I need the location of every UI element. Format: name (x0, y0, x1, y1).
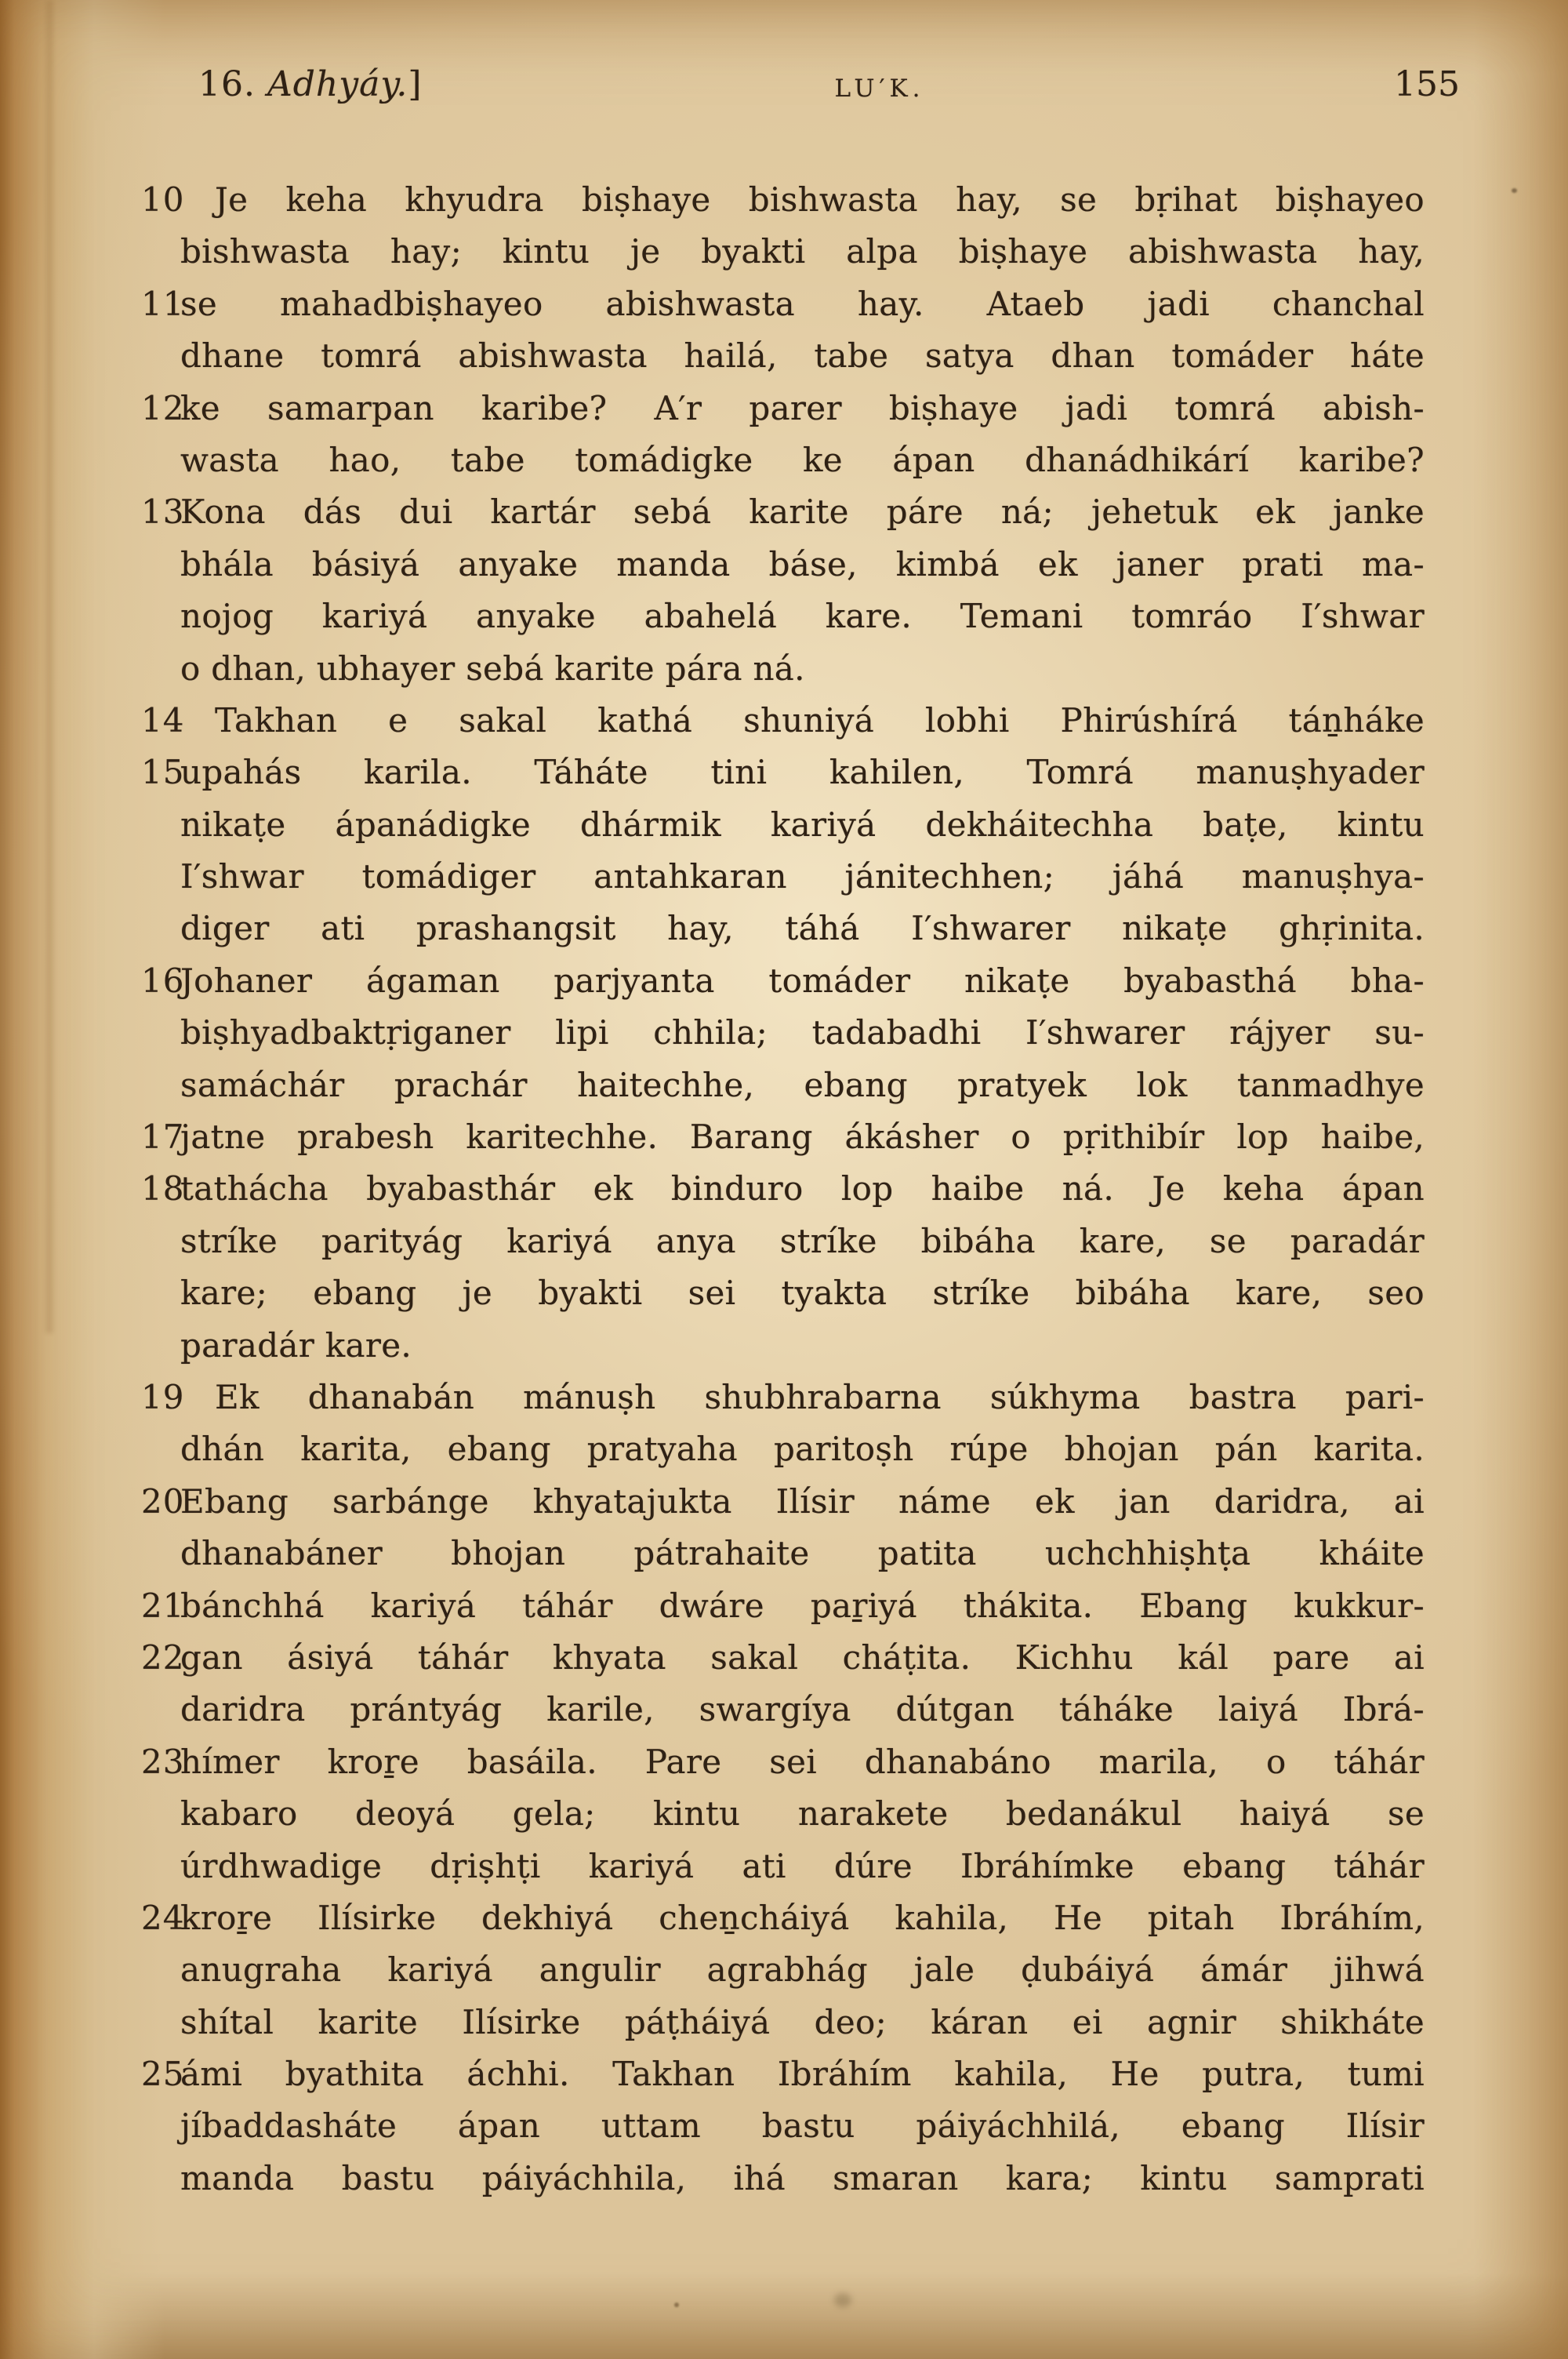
verse-line (141, 1841, 1425, 1892)
chapter-title: Adhyáy. (267, 64, 408, 104)
page-number: 155 (1394, 64, 1460, 104)
verse-line (141, 1892, 1425, 1944)
verse-line (141, 1111, 1425, 1163)
verse-line (141, 1736, 1425, 1788)
verse-line (141, 486, 1425, 538)
verse-number (141, 643, 180, 695)
verse-number: 17 (141, 1118, 185, 1157)
verse-number: 14 (141, 700, 185, 740)
verse-text: Johaner ágaman parjyanta tomáder nikaṭe byabasthá bha- (180, 961, 1425, 1000)
verse-number (141, 1944, 180, 1996)
verse-number (141, 1423, 180, 1475)
verse-number: 19 (141, 1377, 185, 1416)
verse-text: bishwasta hay; kintu je byakti alpa biṣhaye abishwasta hay, (180, 232, 1425, 271)
page-header (0, 64, 1568, 111)
verse-line (141, 903, 1425, 954)
verse-text: dhanabáner bhojan pátrahaite patita uchchhiṣhṭa kháite (180, 1534, 1425, 1573)
paper-crease (44, 0, 55, 1333)
verse-text: anugraha kariyá angulir agrabhág jale ḍubáiyá ámár jihwá (180, 1950, 1425, 1990)
verse-text: biṣhyadbaktṛiganer lipi chhila; tadabadhi I′shwarer rájyer su- (180, 1013, 1425, 1052)
verse-number (141, 1267, 180, 1319)
verse-number (141, 1007, 180, 1059)
verse-line (141, 955, 1425, 1007)
verse-line (141, 1423, 1425, 1475)
verse-line (141, 747, 1425, 798)
verse-number (141, 330, 180, 382)
verse-text: nojog kariyá anyake abahelá kare. Temani tomráo I′shwar (180, 597, 1425, 636)
verse-line (141, 1632, 1425, 1684)
paper-speck (834, 2293, 851, 2307)
verse-text: se mahadbiṣhayeo abishwasta hay. Ataeb jadi chanchal (180, 284, 1425, 323)
verse-text: ámi byathita áchhi. Takhan Ibráhím kahila, He putra, tumi (180, 2055, 1425, 2094)
verse-text: I′shwar tomádiger antahkaran jánitechhen; jáhá manuṣhya- (180, 857, 1425, 896)
verse-line (141, 2153, 1425, 2205)
verse-line (141, 851, 1425, 903)
verse-line (141, 695, 1425, 747)
verse-number (141, 903, 180, 954)
verse-number: 25 (141, 2055, 185, 2094)
verse-text: o dhan, ubhayer sebá karite pára ná. (180, 649, 805, 688)
verse-line (141, 643, 1425, 695)
verse-text: kare; ebang je byakti sei tyakta stríke bibáha kare, seo (180, 1274, 1425, 1313)
verse-text: dhane tomrá abishwasta hailá, tabe satya dhan tomáder háte (180, 336, 1425, 376)
verse-number (141, 1997, 180, 2048)
verse-number: 11 (141, 284, 185, 323)
verse-number (141, 2100, 180, 2152)
verse-line (141, 591, 1425, 642)
verse-number (141, 1528, 180, 1579)
verse-line (141, 1788, 1425, 1840)
verse-text: kabaro deoyá gela; kintu narakete bedanákul haiyá se (180, 1794, 1425, 1834)
verse-line (141, 1320, 1425, 1372)
verse-number (141, 1060, 180, 1111)
verse-text: kroṟe Ilísirke dekhiyá cheṉcháiyá kahila, He pitah Ibráhím, (180, 1898, 1425, 1937)
verse-text: samáchár prachár haitechhe, ebang pratyek lok tanmadhye (180, 1065, 1425, 1104)
verse-text: Ek dhanabán mánuṣh shubhrabarna súkhyma bastra pari- (215, 1377, 1425, 1416)
verse-number (141, 434, 180, 486)
verse-number (141, 1216, 180, 1267)
verse-line (141, 1997, 1425, 2048)
verse-number (141, 539, 180, 591)
verse-line (141, 799, 1425, 851)
verse-text: daridra prántyág karile, swargíya dútgan táháke laiyá Ibrá- (180, 1690, 1425, 1729)
verse-number: 22 (141, 1637, 185, 1677)
verse-line (141, 1476, 1425, 1528)
verse-text: Je keha khyudra biṣhaye bishwasta hay, se bṛihat biṣhayeo (215, 180, 1425, 219)
verse-line (141, 226, 1425, 278)
verse-text: diger ati prashangsit hay, táhá I′shwarer nikaṭe ghṛinita. (180, 909, 1425, 948)
verse-number: 18 (141, 1169, 185, 1209)
verse-number: 24 (141, 1898, 185, 1937)
verse-number: 16 (141, 961, 185, 1000)
verse-number: 15 (141, 753, 185, 792)
verse-number: 10 (141, 180, 185, 219)
verse-text: stríke parityág kariyá anya stríke bibáha kare, se paradár (180, 1221, 1425, 1260)
verse-text: jíbaddasháte ápan uttam bastu páiyáchhilá, ebang Ilísir (180, 2106, 1425, 2146)
verse-text: bánchhá kariyá táhár dwáre paṟiyá thákita. Ebang kukkur- (180, 1586, 1425, 1625)
verse-line (141, 1060, 1425, 1111)
verse-number: 21 (141, 1586, 185, 1625)
chapter-bracket: ] (408, 64, 423, 104)
running-title: LU′K. (834, 75, 925, 103)
chapter-heading (198, 64, 423, 104)
verse-text: dhán karita, ebang pratyaha paritoṣh rúpe bhojan pán karita. (180, 1430, 1425, 1469)
verse-line (141, 2048, 1425, 2100)
verse-line (141, 330, 1425, 382)
verse-text: manda bastu páiyáchhila, ihá smaran kara; kintu samprati (180, 2158, 1425, 2197)
verse-text: tathácha byabasthár ek binduro lop haibe ná. Je keha ápan (180, 1169, 1425, 1209)
chapter-number: 16. (198, 64, 256, 104)
verse-text: hímer kroṟe basáila. Pare sei dhanabáno marila, o táhár (180, 1742, 1425, 1781)
verse-number (141, 851, 180, 903)
verse-line (141, 1944, 1425, 1996)
verse-number (141, 1841, 180, 1892)
verse-number (141, 1788, 180, 1840)
verse-number: 13 (141, 493, 185, 532)
verse-text: úrdhwadige dṛiṣhṭi kariyá ati dúre Ibráhímke ebang táhár (180, 1846, 1425, 1885)
verse-line (141, 1684, 1425, 1736)
verse-number (141, 591, 180, 642)
verse-number: 23 (141, 1742, 185, 1781)
verse-line (141, 1372, 1425, 1423)
verse-line (141, 539, 1425, 591)
verse-line (141, 1267, 1425, 1319)
verse-line (141, 383, 1425, 434)
verse-number (141, 226, 180, 278)
paper-speck (1512, 188, 1517, 193)
verse-text: Takhan e sakal kathá shuniyá lobhi Phirúshírá táṉháke (215, 700, 1425, 740)
verse-text: bhála básiyá anyake manda báse, kimbá ek janer prati ma- (180, 544, 1425, 583)
verse-number (141, 2153, 180, 2205)
verse-lines (141, 174, 1425, 2205)
verse-text: Kona dás dui kartár sebá karite páre ná; jehetuk ek janke (180, 493, 1425, 532)
verse-line (141, 1007, 1425, 1059)
verse-line (141, 278, 1425, 330)
verse-number (141, 799, 180, 851)
verse-text: Ebang sarbánge khyatajukta Ilísir náme ek jan daridra, ai (180, 1481, 1425, 1521)
verse-text: wasta hao, tabe tomádigke ke ápan dhanádhikárí karibe? (180, 440, 1425, 479)
verse-number (141, 1320, 180, 1372)
verse-number (141, 1684, 180, 1736)
verse-text: shítal karite Ilísirke páṭháiyá deo; káran ei agnir shikháte (180, 2002, 1425, 2041)
verse-text: paradár kare. (180, 1325, 412, 1365)
verse-text: jatne prabesh karitechhe. Barang ákásher o pṛithibír lop haibe, (180, 1118, 1425, 1157)
verse-line (141, 2100, 1425, 2152)
verse-text: nikaṭe ápanádigke dhármik kariyá dekháitechha baṭe, kintu (180, 805, 1425, 844)
verse-line (141, 1580, 1425, 1632)
paper-speck (674, 2303, 679, 2307)
verse-line (141, 1163, 1425, 1215)
verse-number: 20 (141, 1481, 185, 1521)
verse-number: 12 (141, 388, 185, 427)
verse-text: upahás karila. Táháte tini kahilen, Tomrá manuṣhyader (180, 753, 1425, 792)
verse-line (141, 174, 1425, 226)
verse-line (141, 1216, 1425, 1267)
verse-text: gan ásiyá táhár khyata sakal cháṭita. Kichhu kál pare ai (180, 1637, 1425, 1677)
verse-text: ke samarpan karibe? A′r parer biṣhaye jadi tomrá abish- (180, 388, 1425, 427)
verse-line (141, 434, 1425, 486)
verse-line (141, 1528, 1425, 1579)
